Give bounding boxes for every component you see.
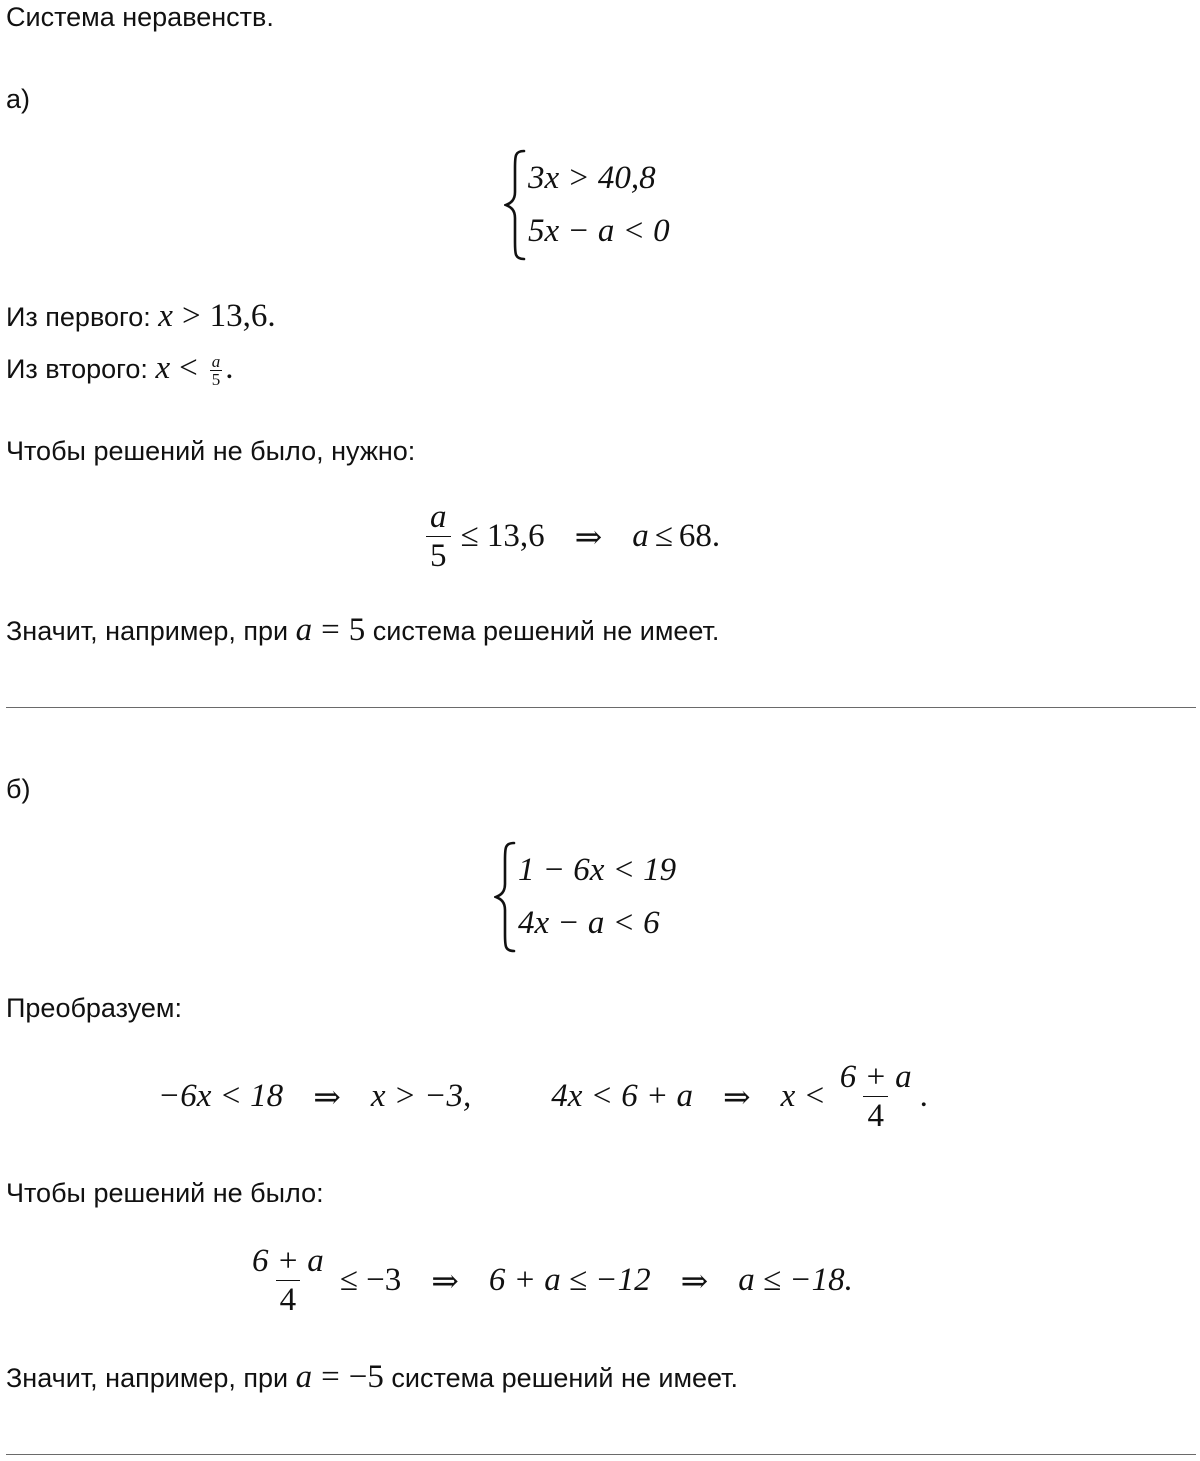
implies-icon: ⇒: [574, 519, 603, 556]
part-a-system: [504, 148, 734, 262]
part-a-system-row-1: 3x > 40,8: [528, 160, 656, 196]
part-a-second-prefix: Из второго:: [6, 354, 148, 384]
part-a-conclusion: Значит, например, при a = 5 система решений не имеет.: [6, 612, 720, 648]
part-b-system-row-1: 1 − 6x < 19: [518, 852, 677, 888]
part-a-condition-text: Чтобы решений не было, нужно:: [6, 436, 416, 466]
part-b-conclusion: Значит, например, при a = −5 система решений не имеет.: [6, 1359, 739, 1395]
page-title: Система неравенств.: [6, 2, 274, 32]
part-b-transform-math: −6x < 18 ⇒ x > −3, 4x < 6 + a ⇒ x < $\frac{6 + a}{4}$ .: [158, 1059, 928, 1134]
part-a-fraction: $\frac{a}{5}$: [426, 498, 451, 575]
part-a-first-prefix: Из первого:: [6, 302, 151, 332]
part-b-transform-text: Преобразуем:: [6, 993, 183, 1023]
part-a-second-line: Из второго: x < $\frac{a}{5}$ .: [6, 350, 234, 390]
brace-icon: [494, 840, 520, 954]
part-a-condition-math: $\frac{a}{5}$ ≤ 13,6 ⇒ a ≤ 68.: [422, 498, 720, 575]
part-b-condition-math: $\frac{6 + a}{4}$ ≤ −3 ⇒ 6 + a ≤ −12 ⇒ a ≤ −18.: [244, 1242, 853, 1319]
part-a-system-row-2: 5x − a < 0: [528, 213, 670, 249]
implies-icon: ⇒: [722, 1079, 751, 1116]
part-b-condition-fraction: $\frac{6 + a}{4}$: [252, 1243, 324, 1318]
divider: [6, 707, 1196, 708]
part-a-first-math: x > 13,6.: [158, 298, 276, 334]
divider: [6, 1454, 1196, 1455]
brace-icon: [504, 148, 530, 262]
part-b-system-row-2: 4x − a < 6: [518, 905, 660, 941]
part-a-small-fraction: $\frac{a}{5}$: [211, 352, 221, 390]
part-b-system: [494, 840, 734, 954]
part-b-transform-fraction: $\frac{6 + a}{4}$: [839, 1059, 912, 1134]
part-a-second-math: x <: [155, 350, 198, 386]
part-a-first-line: [6, 299, 276, 334]
implies-icon: ⇒: [680, 1263, 709, 1300]
part-b-label: б): [6, 774, 31, 804]
part-b-condition-text: Чтобы решений не было:: [6, 1178, 324, 1208]
implies-icon: ⇒: [431, 1263, 459, 1300]
implies-icon: ⇒: [313, 1079, 341, 1116]
part-a-label: а): [6, 84, 31, 114]
